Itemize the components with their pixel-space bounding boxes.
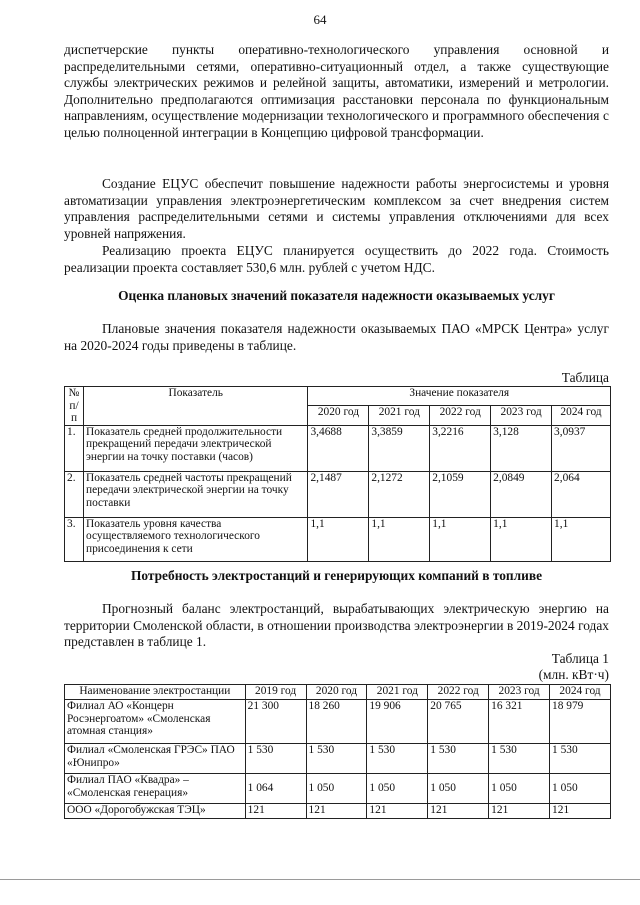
row-station-name: ООО «Дорогобужская ТЭЦ» — [65, 804, 246, 819]
header-year: 2021 год — [367, 685, 428, 700]
row-value: 1 050 — [489, 774, 550, 804]
row-value: 1 064 — [245, 774, 306, 804]
table-row — [65, 700, 611, 744]
table-row — [65, 774, 611, 804]
row-value: 3,3859 — [369, 425, 430, 471]
row-value: 2,1272 — [369, 471, 430, 517]
row-number: 2. — [65, 471, 84, 517]
table-row — [65, 425, 611, 471]
section-heading-fuel: Потребность электростанций и генерирующих компаний в топливе — [130, 568, 543, 583]
row-value: 1 530 — [367, 744, 428, 774]
row-value: 1 050 — [550, 774, 611, 804]
row-station-name: Филиал АО «Концерн Росэнергоатом» «Смоленская атомная станция» — [65, 700, 246, 744]
row-value: 1 050 — [306, 774, 367, 804]
row-value: 20 765 — [428, 700, 489, 744]
row-value: 2,064 — [552, 471, 611, 517]
header-year: 2024 год — [550, 685, 611, 700]
row-value: 121 — [306, 804, 367, 819]
paragraph-reliability-intro: Плановые значения показателя надежности оказываемых ПАО «МРСК Центра» услуг на 2020-2024 годы приведены в таблице. — [64, 321, 609, 353]
row-value: 3,2216 — [430, 425, 491, 471]
header-year: 2021 год — [369, 406, 430, 425]
header-value-group: Значение показателя — [308, 387, 611, 406]
row-value: 121 — [489, 804, 550, 819]
table-row — [65, 804, 611, 819]
row-value: 1 530 — [306, 744, 367, 774]
row-value: 1,1 — [552, 517, 611, 561]
row-value: 121 — [245, 804, 306, 819]
table-row — [65, 744, 611, 774]
page-bottom-rule — [0, 879, 640, 880]
row-value: 21 300 — [245, 700, 306, 744]
paragraph-fuel-intro: Прогнозный баланс электростанций, вырабатывающих электрическую энергию на территории Смоленской области, в отношении производства электроэнергии в 2019-2024 годах представлен в таблице 1. — [64, 601, 609, 650]
header-year: 2024 год — [552, 406, 611, 425]
row-value: 1,1 — [308, 517, 369, 561]
header-year: 2023 год — [489, 685, 550, 700]
row-value: 1,1 — [369, 517, 430, 561]
row-value: 18 979 — [550, 700, 611, 744]
row-number: 3. — [65, 517, 84, 561]
row-value: 18 260 — [306, 700, 367, 744]
row-value: 1 050 — [367, 774, 428, 804]
row-value: 3,4688 — [308, 425, 369, 471]
row-value: 1,1 — [430, 517, 491, 561]
header-year: 2022 год — [430, 406, 491, 425]
paragraph-ecus-benefits: Создание ЕЦУС обеспечит повышение надежности работы энергосистемы и уровня автоматизации управления электроэнергетическим комплексом за счет внедрения систем управления распределительными сетями и системы управления отключениями для всех уровней напряжения. — [64, 176, 609, 241]
paragraph-ecus-cost: Реализацию проекта ЕЦУС планируется осуществить до 2022 года. Стоимость реализации проекта составляет 530,6 млн. рублей с учетом НДС. — [64, 243, 609, 275]
table-row — [65, 517, 611, 561]
header-station-name: Наименование электростанции — [65, 685, 246, 700]
section-heading-reliability: Оценка плановых значений показателя надежности оказываемых услуг — [118, 288, 555, 303]
row-value: 1 530 — [245, 744, 306, 774]
header-indicator: Показатель — [83, 387, 308, 426]
row-value: 121 — [428, 804, 489, 819]
header-year: 2023 год — [491, 406, 552, 425]
row-value: 121 — [367, 804, 428, 819]
row-value: 1 530 — [550, 744, 611, 774]
row-indicator: Показатель уровня качества осуществляемого технологического присоединения к сети — [83, 517, 308, 561]
page-number: 64 — [313, 12, 327, 27]
fuel-balance-table — [64, 684, 611, 819]
header-year: 2020 год — [306, 685, 367, 700]
row-value: 3,128 — [491, 425, 552, 471]
table-caption: Таблица — [561, 370, 609, 385]
row-value: 2,1059 — [430, 471, 491, 517]
row-value: 16 321 — [489, 700, 550, 744]
row-value: 2,1487 — [308, 471, 369, 517]
header-year: 2019 год — [245, 685, 306, 700]
row-number: 1. — [65, 425, 84, 471]
header-number: № п/п — [65, 387, 84, 426]
row-value: 121 — [550, 804, 611, 819]
table-unit: (млн. кВт·ч) — [538, 667, 609, 682]
paragraph-continued: диспетчерские пункты оперативно-технологического управления основной и распределительными сетями, оперативно-ситуационный отдел, а также существующие службы электрических режимов и релейной защиты, автоматики, измерений и метрологии. Дополнительно предполагаются оптимизация расстановки персонала по функциональным направлениям, осуществление модернизации технологического и программного обеспечения с целью полноценной интеграции в Концепцию цифровой трансформации. — [64, 42, 609, 140]
row-value: 1,1 — [491, 517, 552, 561]
row-value: 2,0849 — [491, 471, 552, 517]
row-indicator: Показатель средней частоты прекращений передачи электрической энергии на точку поставки — [83, 471, 308, 517]
row-station-name: Филиал ПАО «Квадра» – «Смоленская генерация» — [65, 774, 246, 804]
row-value: 1 530 — [489, 744, 550, 774]
row-value: 3,0937 — [552, 425, 611, 471]
row-value: 1 050 — [428, 774, 489, 804]
reliability-table — [64, 386, 611, 562]
header-year: 2020 год — [308, 406, 369, 425]
row-value: 19 906 — [367, 700, 428, 744]
row-value: 1 530 — [428, 744, 489, 774]
table-caption: Таблица 1 — [551, 651, 609, 666]
row-station-name: Филиал «Смоленская ГРЭС» ПАО «Юнипро» — [65, 744, 246, 774]
row-indicator: Показатель средней продолжительности прекращений передачи электрической энергии на точку поставки (часов) — [83, 425, 308, 471]
table-row — [65, 471, 611, 517]
header-year: 2022 год — [428, 685, 489, 700]
